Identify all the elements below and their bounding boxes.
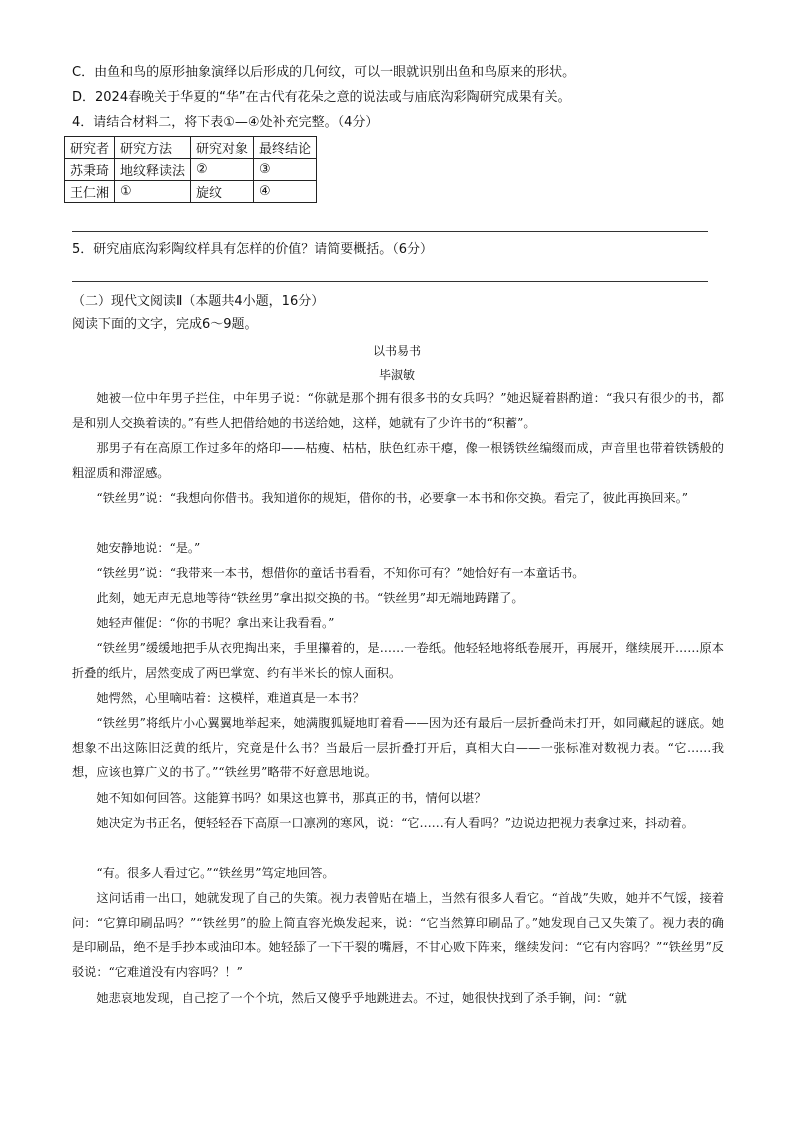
table-cell: ③ [254,159,317,181]
paragraph: 那男子有在高原工作过多年的烙印——枯瘦、枯枯，肤色红赤干瘪，像一根锈铁丝编缀而成，声音里也带着铁锈般的粗涩质和滞涩感。 [72,441,724,480]
table-cell: 旋纹 [191,181,254,203]
option-d: D．2024春晚关于华夏的“华”在古代有花朵之意的说法或与庙底沟彩陶研究成果有关。 [72,90,571,105]
question-5-prompt: 5．研究庙底沟彩陶纹样具有怎样的价值？请简要概括。（6分） [72,242,434,257]
paragraph: 这问话甫一出口，她就发现了自己的失策。视力表曾贴在墙上，当然有很多人看它。“首战”失败，她并不气馁，接着问：“它算印刷品吗？”“铁丝男”的脸上简直容光焕发起来，说：“它当然算印刷品了。”她发现自己又失策了。视力表的确是印刷品，绝不是手抄本或油印本。她轻舔了一下干裂的嘴唇，不甘心败下阵来，继续发问：“它有内容吗？”“铁丝男”反驳说：“它难道没有内容吗？！” [72,891,724,979]
table-cell: ② [191,159,254,181]
answer-line [72,281,708,282]
paragraph: 她愕然，心里嘀咕着：这模样，难道真是一本书？ [96,691,365,705]
table-row [65,159,317,181]
paragraph: “有。很多人看过它。”“铁丝男”笃定地回答。 [96,866,335,880]
paragraph: 此刻，她无声无息地等待“铁丝男”拿出拟交换的书。“铁丝男”却无端地踌躇了。 [96,591,524,605]
paragraph: 她不知如何回答。这能算书吗？如果这也算书，那真正的书，情何以堪？ [96,791,487,805]
table-cell: 苏秉琦 [65,159,115,181]
option-c: C．由鱼和鸟的原形抽象演绎以后形成的几何纹，可以一眼就识别出鱼和鸟原来的形状。 [72,65,576,80]
section-heading: （二）现代文阅读Ⅱ（本题共4小题，16分） [72,294,325,309]
table-header-cell: 最终结论 [254,137,317,159]
table-cell: ④ [254,181,317,203]
paragraph: 她悲哀地发现，自己挖了一个个坑，然后又傻乎乎地跳进去。不过，她很快找到了杀手锏，问：“就 [96,991,627,1005]
table-header-cell: 研究方法 [115,137,191,159]
question-4-prompt: 4．请结合材料二，将下表①—④处补充完整。（4分） [72,115,379,130]
paragraph: “铁丝男”将纸片小心翼翼地举起来，她满腹狐疑地盯着看——因为还有最后一层折叠尚未打开，如同藏起的谜底。她想象不出这陈旧泛黄的纸片，究竟是什么书？当最后一层折叠打开后，真相大白——一张标准对数视力表。“它……我想，应该也算广义的书了。”“铁丝男”略带不好意思地说。 [72,716,724,779]
paragraph: 她轻声催促：“你的书呢？拿出来让我看看。” [96,616,335,630]
section-instruction: 阅读下面的文字，完成6～9题。 [72,317,258,332]
paragraph: 她被一位中年男子拦住，中年男子说：“你就是那个拥有很多书的女兵吗？”她迟疑着斟酌道：“我只有很少的书，都是和别人交换着读的。”有些人把借给她的书送给她，这样，她就有了少许书的“积蓄”。 [72,391,724,430]
table-cell: ① [115,181,191,203]
article-author: 毕淑敏 [378,368,415,382]
table-row [65,181,317,203]
paragraph: “铁丝男”缓缓地把手从衣兜掏出来，手里攥着的，是……一卷纸。他轻轻地将纸卷展开，再展开，继续展开……原本折叠的纸片，居然变成了两巴掌宽、约有半米长的惊人面积。 [72,641,724,680]
table-cell: 王仁湘 [65,181,115,203]
table-header-cell: 研究对象 [191,137,254,159]
paragraph: “铁丝男”说：“我想向你借书。我知道你的规矩，借你的书，必要拿一本书和你交换。看完了，彼此再换回来。” [96,491,689,505]
table-header-row [65,137,317,159]
answer-line [72,231,708,232]
paragraph: 她安静地说：“是。” [96,541,201,555]
table-cell: 地纹释读法 [115,159,191,181]
paragraph: 她决定为书正名，便轻轻吞下高原一口凛冽的寒风，说：“它……有人看吗？”边说边把视力表拿过来，抖动着。 [96,816,694,830]
research-table [64,136,317,203]
article-title: 以书易书 [372,344,421,358]
table-header-cell: 研究者 [65,137,115,159]
paragraph: “铁丝男”说：“我带来一本书，想借你的童话书看看，不知你可有？”她恰好有一本童话书。 [96,566,585,580]
